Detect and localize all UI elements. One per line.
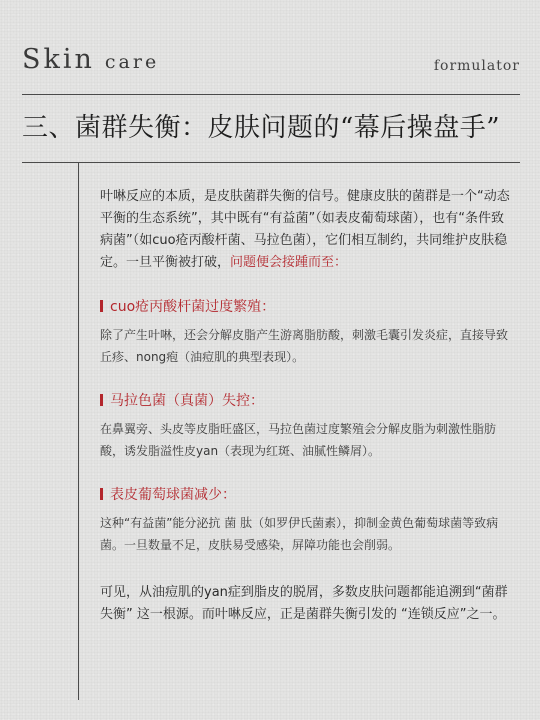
article-body: [100, 186, 510, 626]
brand-sub: care: [104, 51, 160, 73]
intro-text: 叶啉反应的本质，是皮肤菌群失衡的信号。健康皮肤的菌群是一个“动态平衡的生态系统”，其中既有“有益菌”（如表皮葡萄球菌），也有“条件致病菌”（如cuo疮丙酸杆菌、马拉色菌），它们相互制约，共同维护皮肤稳定。一旦平衡被打破，: [100, 189, 510, 270]
section-marker-icon: [100, 488, 103, 500]
section-body: 除了产生叶啉，还会分解皮脂产生游离脂肪酸，刺激毛囊引发炎症，直接导致丘疹、nong疱（油痘肌的典型表现）。: [100, 328, 509, 364]
top-divider: [22, 94, 520, 95]
intro-paragraph: [100, 186, 510, 274]
section-title: 表皮葡萄球菌减少：: [110, 487, 236, 503]
section-title: 马拉色菌（真菌）失控：: [110, 393, 264, 409]
intro-highlight: 问题便会接踵而至：: [230, 255, 348, 270]
section-marker-icon: [100, 394, 103, 406]
vertical-divider: [78, 162, 79, 700]
page-title: 三、菌群失衡：皮肤问题的“幕后操盘手”: [22, 113, 501, 143]
brand-main: Skin: [22, 44, 95, 75]
brand-logo: [22, 44, 159, 75]
section-body: 这种“有益菌”能分泌抗 菌 肽（如罗伊氏菌素），抑制金黄色葡萄球菌等致病菌。一旦数量不足，皮肤易受感染，屏障功能也会削弱。: [100, 516, 499, 552]
brand-right-text: formulator: [433, 58, 520, 74]
section-acne-bacteria: [100, 296, 510, 368]
section-title: cuo疮丙酸杆菌过度繁殖：: [110, 299, 276, 315]
title-divider: [22, 162, 520, 163]
section-malassezia: [100, 390, 510, 462]
section-staph-epidermidis: [100, 484, 510, 556]
conclusion-paragraph: 可见，从油痘肌的yan症到脂皮的脱屑，多数皮肤问题都能追溯到“菌群失衡” 这一根源。而叶啉反应，正是菌群失衡引发的 “连锁反应”之一。: [100, 585, 508, 622]
section-body: 在鼻翼旁、头皮等皮脂旺盛区，马拉色菌过度繁殖会分解皮脂为刺激性脂肪酸，诱发脂溢性皮yan（表现为红斑、油腻性鳞屑）。: [100, 422, 497, 458]
section-marker-icon: [100, 300, 103, 312]
